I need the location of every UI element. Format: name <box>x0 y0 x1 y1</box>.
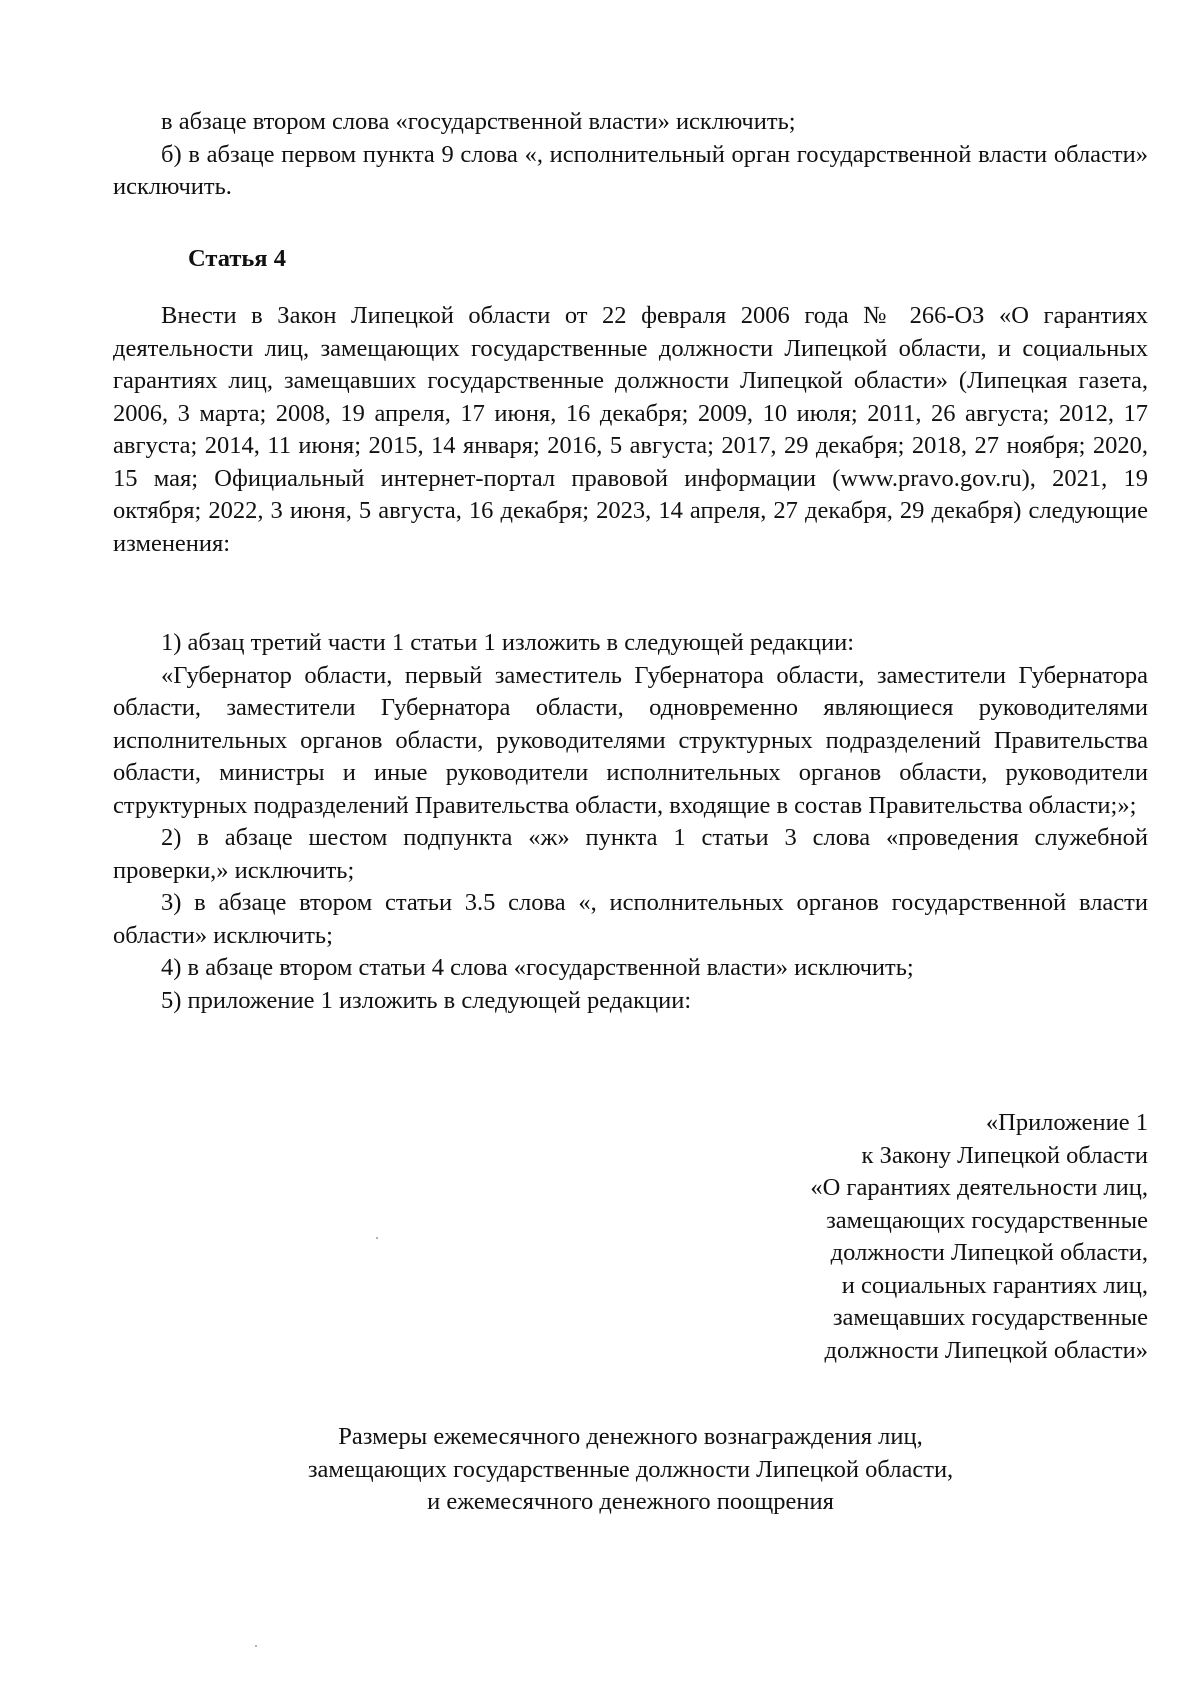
appendix-line: должности Липецкой области, <box>830 1239 1148 1266</box>
change-item-2: 2) в абзаце шестом подпункта «ж» пункта 1 статьи 3 слова «проведения служебной проверки,» исключить; <box>113 824 1148 884</box>
scan-speck <box>255 1645 257 1647</box>
change-item-5: 5) приложение 1 изложить в следующей редакции: <box>161 986 692 1014</box>
paragraph-top-1: в абзаце втором слова «государственной власти» исключить; <box>161 108 796 135</box>
appendix-title <box>113 1421 1148 1519</box>
scan-speck <box>376 1237 378 1239</box>
change-item-1: 1) абзац третий части 1 статьи 1 изложить в следующей редакции: <box>161 629 855 656</box>
appendix-line: «О гарантиях деятельности лиц, <box>810 1174 1148 1201</box>
appendix-line: к Закону Липецкой области <box>861 1141 1148 1169</box>
article-heading: Статья 4 <box>188 245 286 272</box>
intro-block <box>113 300 1148 560</box>
intro-paragraph: Внести в Закон Липецкой области от 22 февраля 2006 года № 266-ОЗ «О гарантиях деятельности лиц, замещающих государственные должности Липецкой области, и социальных гарантиях лиц, замещавших государственные должности Липецкой области» (Липецкая газета, 2006, 3 марта; 2008, 19 апреля, 17 июня, 16 декабря; 2009, 10 июля; 2011, 26 августа; 2012, 17 августа; 2014, 11 июня; 2015, 14 января; 2016, 5 августа; 2017, 29 декабря; 2018, 27 ноября; 2020, 15 мая; Официальный интернет-портал правовой информации (www.pravo.gov.ru), 2021, 19 октября; 2022, 3 июня, 5 августа, 16 декабря; 2023, 14 апреля, 27 декабря, 29 декабря) следующие изменения: <box>113 302 1148 557</box>
change-item-1-text: «Губернатор области, первый заместитель Губернатора области, заместители Губернатора области, заместители Губернатора области, одновременно являющиеся руководителями исполнительных органов области, руководителями структурных подразделений Правительства области, министры и иные руководители исполнительных органов области, руководители структурных подразделений Правительства области, входящие в состав Правительства области;»; <box>113 661 1148 819</box>
appendix-line: и социальных гарантиях лиц, <box>841 1271 1148 1299</box>
paragraph-top-2: б) в абзаце первом пункта 9 слова «, исполнительный орган государственной власти области» исключить. <box>113 140 1148 200</box>
top-paragraphs <box>113 106 1148 204</box>
appendix-header <box>810 1107 1148 1367</box>
title-line: Размеры ежемесячного денежного вознаграждения лиц, <box>338 1423 923 1450</box>
appendix-line: «Приложение 1 <box>985 1109 1148 1136</box>
change-item-3: 3) в абзаце втором статьи 3.5 слова «, исполнительных органов государственной власти области» исключить; <box>113 889 1148 949</box>
appendix-line: замещавших государственные <box>832 1304 1148 1331</box>
appendix-line: замещающих государственные <box>826 1206 1148 1234</box>
change-item-4: 4) в абзаце втором статьи 4 слова «государственной власти» исключить; <box>161 954 914 981</box>
change-items <box>113 627 1148 1017</box>
title-line: замещающих государственные должности Липецкой области, <box>307 1455 954 1483</box>
title-line: и ежемесячного денежного поощрения <box>427 1488 834 1515</box>
appendix-line: должности Липецкой области» <box>824 1336 1148 1364</box>
